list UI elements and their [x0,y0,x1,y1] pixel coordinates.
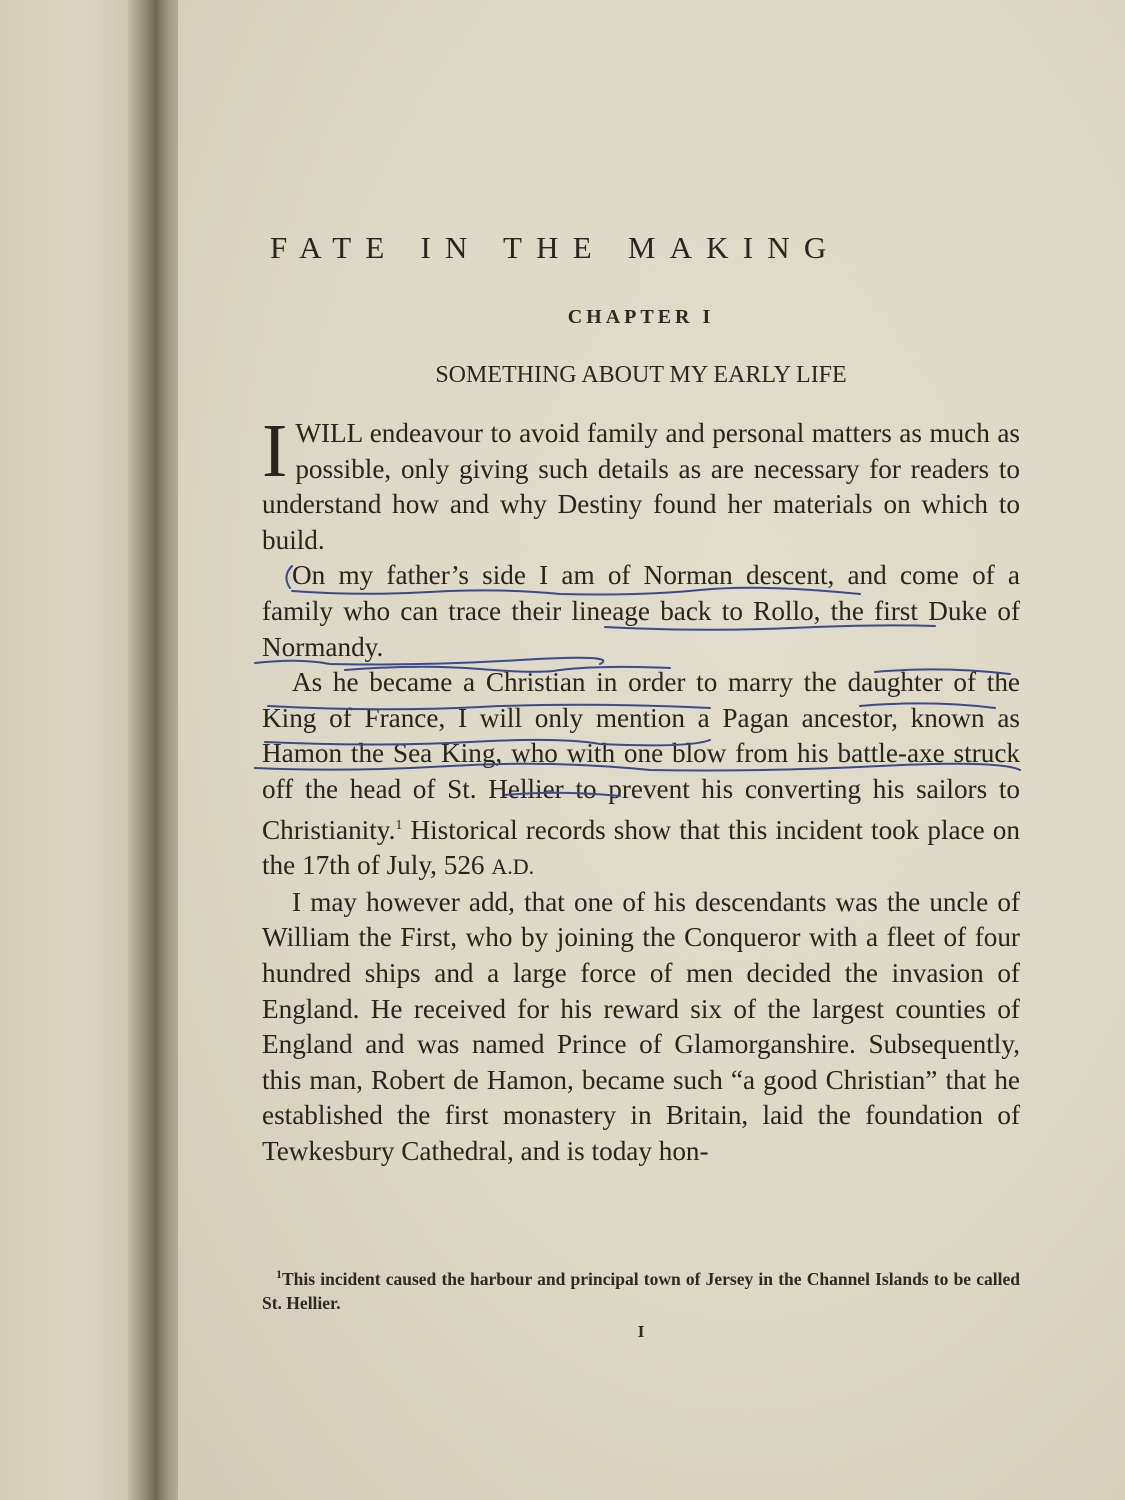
paragraph [262,409,1020,558]
paragraph-text: WILL endeavour to avoid family and personal matters as much as possible, only giving such details as are necessary for readers to understand how and why Destiny found her materials on which to build. [262,418,1020,555]
paragraph [262,558,1020,665]
paragraph [262,885,1020,1170]
chapter-title: SOMETHING ABOUT MY EARLY LIFE [435,362,847,388]
page-number: I [637,1322,645,1341]
chapter-label: CHAPTER I [567,306,715,328]
era-abbreviation: A.D. [491,854,535,880]
footnote-reference: 1 [395,817,403,833]
paragraph-text: On my father’s side I am of Norman descent, and come of a family who can trace their lineage back to Rollo, the first Duke of Normandy. [262,560,1020,662]
drop-cap: I [262,409,288,493]
paragraph-text: As he became a Christian in order to marry the daughter of the King of France, I will only mention a Pagan ancestor, known as Hamon the Sea King, who with one blow from his battle-axe struck off the head of St. Hellier to prevent his converting his sailors to Christianity. [262,667,1020,845]
footnote-text: This incident caused the harbour and principal town of Jersey in the Channel Islands to be called St. Hellier. [262,1268,1020,1313]
paragraph [262,665,1020,885]
paragraph-text: Historical records show that this incident took place on the 17th of July, 526 [262,814,1020,881]
footnote-mark: 1 [276,1267,282,1281]
body-text [262,409,1020,1170]
paragraph-text: I may however add, that one of his descendants was the uncle of William the First, who by joining the Conqueror with a fleet of four hundred ships and a large force of men decided the invasion of England. He received for his reward six of the largest counties of England and was named Prince of Glamorganshire. Subsequently, this man, Robert de Hamon, became such “a good Christian” that he established the first monastery in Britain, laid the foundation of Tewkesbury Cathedral, and is today hon- [262,886,1020,1166]
running-title: FATE IN THE MAKING [270,230,841,265]
footnote [262,1262,1020,1315]
